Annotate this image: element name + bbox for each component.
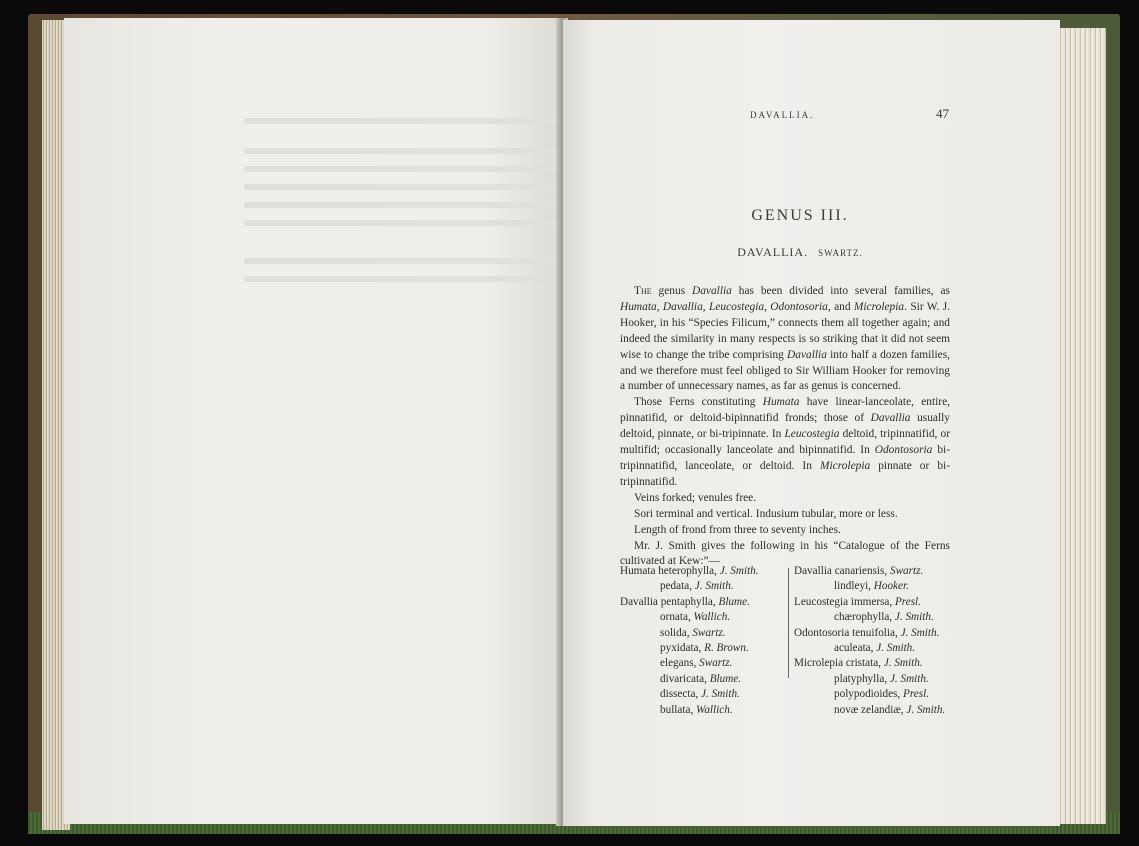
- species-name: divaricata,: [660, 672, 710, 685]
- species-author: Swartz.: [699, 657, 733, 670]
- species-author: J. Smith.: [900, 626, 940, 639]
- column-divider: [788, 568, 789, 678]
- show-through-line: [244, 184, 574, 190]
- species-name: pyxidata,: [660, 642, 705, 655]
- species-name: lindleyi,: [834, 580, 874, 593]
- show-through-line: [244, 118, 564, 124]
- catalogue-entry: [620, 595, 790, 610]
- catalogue-entry: [794, 579, 964, 594]
- catalogue-entry: [620, 703, 790, 718]
- body-text: [620, 284, 950, 570]
- catalogue-entry: [794, 564, 964, 579]
- catalogue-column-left: [620, 564, 790, 718]
- catalogue-entry: [794, 595, 964, 610]
- species-name: Microlepia cristata,: [794, 657, 884, 670]
- species-author: J. Smith.: [719, 565, 759, 577]
- species-name: chærophylla,: [834, 611, 895, 624]
- species-author: J. Smith.: [694, 580, 734, 593]
- body-paragraph: Length of frond from three to seventy inches.: [634, 523, 841, 536]
- body-paragraph: Mr. J. Smith gives the following in his “Catalogue of the Ferns cultivated at Kew:”—: [620, 539, 950, 568]
- left-page: [64, 18, 562, 824]
- show-through-line: [244, 166, 574, 172]
- catalogue-entry: [794, 656, 964, 671]
- species-name: elegans,: [660, 657, 700, 670]
- species-name: novæ zelandiæ,: [834, 703, 907, 716]
- catalogue-entry: [794, 626, 964, 641]
- catalogue-entry: [620, 610, 790, 625]
- catalogue-entry: [794, 641, 964, 656]
- species-name: aculeata,: [834, 642, 877, 655]
- species-author: J. Smith.: [889, 672, 929, 685]
- show-through-line: [244, 258, 574, 264]
- running-head: DAVALLIA.: [750, 110, 815, 120]
- species-author: Hooker.: [873, 580, 909, 593]
- catalogue-entry: [794, 672, 964, 687]
- species-author: J. Smith.: [894, 611, 934, 624]
- page-number: 47: [936, 106, 949, 121]
- body-paragraph: Veins forked; venules free.: [634, 491, 757, 504]
- catalogue-entry: [794, 610, 964, 625]
- species-author: Swartz.: [692, 626, 726, 639]
- species-name: Davallia canariensis,: [794, 565, 890, 577]
- show-through-line: [244, 148, 574, 154]
- species-name: platyphylla,: [834, 672, 890, 685]
- genus-heading: GENUS III.: [751, 207, 849, 224]
- body-paragraph: Sori terminal and vertical. Indusium tubular, more or less.: [634, 507, 898, 520]
- species-author: J. Smith.: [906, 703, 946, 716]
- genus-subheading: [700, 245, 900, 260]
- species-name: Davallia pentaphylla,: [620, 595, 719, 608]
- show-through-line: [244, 276, 544, 282]
- catalogue-entry: [620, 564, 790, 579]
- species-author: Wallich.: [693, 611, 731, 624]
- species-name: polypodioides,: [834, 688, 903, 701]
- catalogue-column-right: [794, 564, 964, 718]
- species-name: pedata,: [660, 580, 695, 593]
- catalogue-entry: [620, 626, 790, 641]
- catalogue-entry: [794, 703, 964, 718]
- species-name: dissecta,: [660, 688, 702, 701]
- show-through-line: [244, 202, 574, 208]
- species-author: Presl.: [894, 595, 921, 608]
- species-name: Odontosoria tenuifolia,: [794, 626, 901, 639]
- body-paragraph: The genus Davallia has been divided into several families, as Humata, Davallia, Leucostegia, Odontosoria, and Microlepia. Sir W. J. Hooker, in his “Species Filicum,” connects them all together again; and indeed the similarity in many respects is so striking that it did not seem wise to change the tribe comprising Davallia into half a dozen families, and we therefore must feel obliged to Sir William Hooker for removing a number of unnecessary names, as far as genus is concerned.: [620, 285, 950, 393]
- catalogue-entry: [794, 687, 964, 702]
- species-name: bullata,: [660, 703, 697, 716]
- catalogue-entry: [620, 641, 790, 656]
- catalogue-entry: [620, 656, 790, 671]
- right-page-edges: [1058, 28, 1106, 824]
- species-author: J. Smith.: [876, 642, 916, 655]
- genus-author: SWARTZ.: [818, 248, 863, 258]
- show-through-line: [244, 220, 574, 226]
- species-author: Presl.: [903, 688, 929, 701]
- species-name: Humata heterophylla,: [620, 565, 720, 577]
- catalogue-entry: [620, 579, 790, 594]
- species-author: Wallich.: [696, 703, 733, 716]
- species-author: J. Smith.: [701, 688, 740, 701]
- species-name: Leucostegia immersa,: [794, 595, 895, 608]
- species-author: Swartz.: [889, 565, 924, 577]
- catalogue-entry: [620, 687, 790, 702]
- genus-name: DAVALLIA.: [737, 245, 809, 259]
- body-paragraph: Those Ferns constituting Humata have linear-lanceolate, entire, pinnatifid, or deltoid-bipinnatifid fronds; those of Davallia usually deltoid, pinnate, or bi-tripinnate. In Leucostegia deltoid, tripinnatifid, or multifid; occasionally lanceolate and bipinnatifid. In Odontosoria bi-tripinnatifid, lanceolate, or deltoid. In Microlepia pinnate or bi-tripinnatifid.: [620, 396, 951, 488]
- species-author: R. Brown.: [704, 642, 749, 655]
- catalogue-entry: [620, 672, 790, 687]
- species-name: ornata,: [660, 611, 694, 624]
- species-author: Blume.: [709, 672, 742, 685]
- species-name: solida,: [660, 626, 693, 639]
- species-author: Blume.: [718, 595, 750, 608]
- species-author: J. Smith.: [883, 657, 923, 670]
